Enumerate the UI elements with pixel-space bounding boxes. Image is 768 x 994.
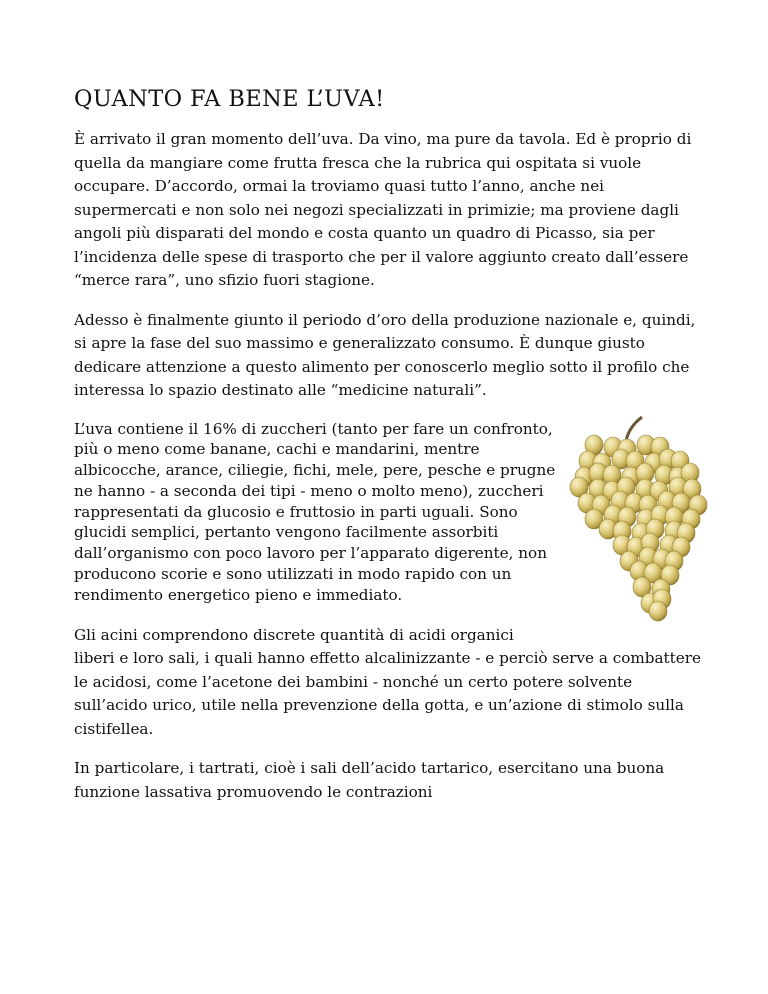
paragraph-season: Adesso è finalmente giunto il periodo d’oro della produzione nazionale e, quindi, si apre la fase del suo massimo e generalizzato consumo. È dunque giusto dedicare attenzione a questo alimento per conoscerlo meglio sotto il profilo che interessa lo spazio destinato alle “medicine naturali”. xyxy=(74,310,696,399)
article xyxy=(74,84,708,820)
paragraph-acids: Gli acini comprendono discrete quantità di acidi organici liberi e loro sali, i quali hanno effetto alcalinizzante - e perciò serve a combattere le acidosi, come l’acetone dei bambini - nonché un certo potere solvente sull’acido urico, utile nella prevenzione della gotta, e un’azione di stimolo sulla cistifellea. xyxy=(74,625,701,738)
grape-stem xyxy=(626,417,642,441)
paragraph-tartrates: In particolare, i tartrati, cioè i sali dell’acido tartarico, esercitano una buona funzione lassativa promuovendo le contrazioni xyxy=(74,759,665,801)
paragraph-intro: È arrivato il gran momento dell’uva. Da vino, ma pure da tavola. Ed è proprio di quella da mangiare come frutta fresca che la rubrica qui ospitata si vuole occupare. D’accordo, ormai la troviamo quasi tutto l’anno, anche nei supermercati e non solo nei negozi specializzati in primizie; ma proviene dagli angoli più disparati del mondo e costa quanto un quadro di Picasso, sia per l’incidenza delle spese di trasporto che per il valore aggiunto creato dall’essere “merce rara”, uno sfizio fuori stagione. xyxy=(74,130,692,289)
grape-berry xyxy=(649,601,667,621)
article-title: QUANTO FA BENE L’UVA! xyxy=(74,86,385,112)
grape-bunch-image xyxy=(568,413,708,625)
paragraph-sugars: L’uva contiene il 16% di zuccheri (tanto per fare un confronto, più o meno come banane, cachi e mandarini, mentre albicocche, arance, ciliegie, fichi, mele, pere, pesche e prugne ne hanno - a seconda dei tipi - meno o molto meno), zuccheri rappresentati da glucosio e fruttosio in parti uguali. Sono glucidi semplici, pertanto vengono facilmente assorbiti dall’organismo con poco lavoro per l’apparato digerente, non producono scorie e sono utilizzati in modo rapido con un rendimento energetico pieno e immediato. xyxy=(74,419,556,604)
grape-bunch-illustration xyxy=(568,413,708,625)
